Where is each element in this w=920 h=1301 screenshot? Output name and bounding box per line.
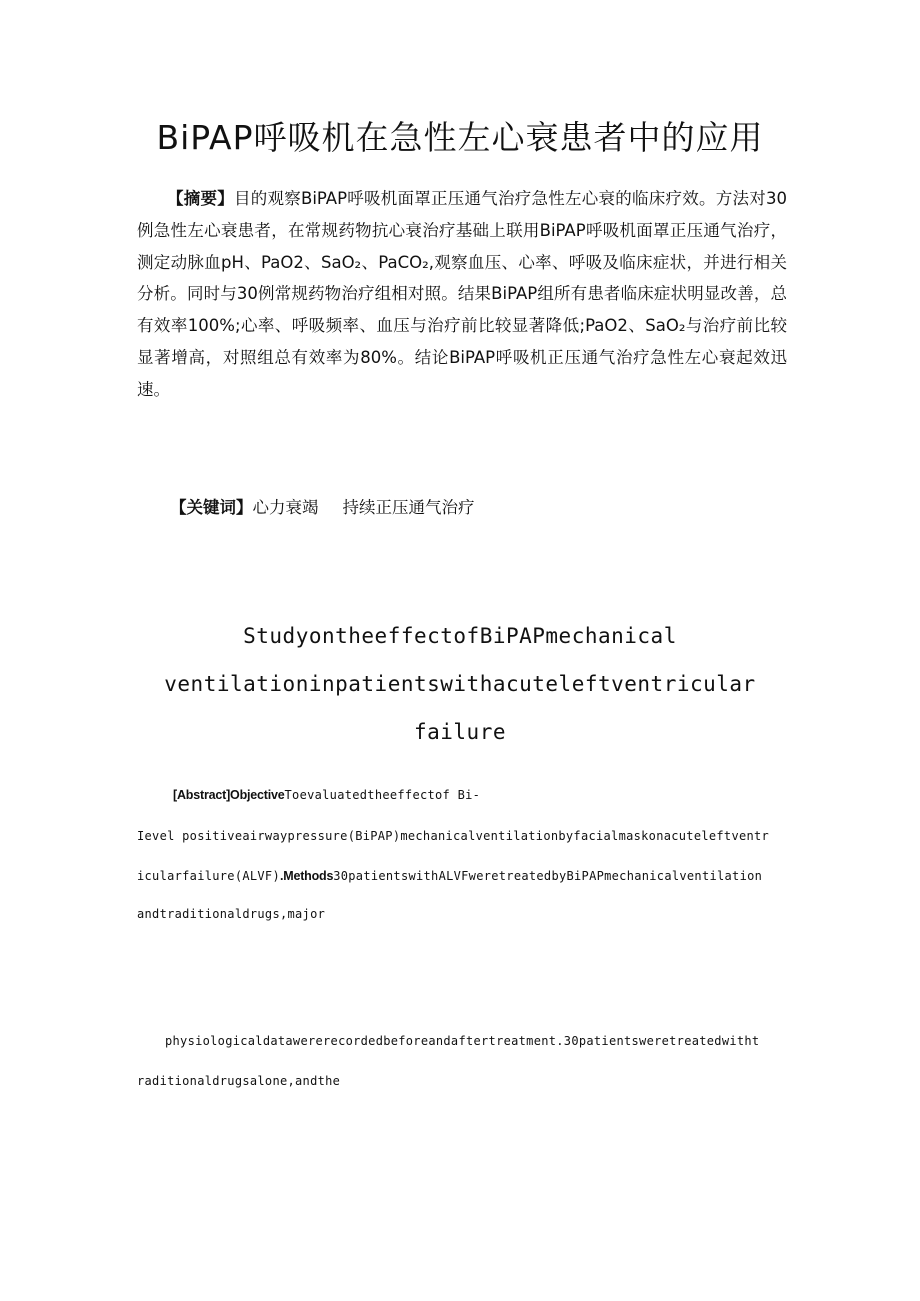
english-abstract-line-3 (137, 869, 762, 883)
english-abstract-line-2: Ievel positiveairwaypressure(BiPAP)mechanicalventilationbyfacialmaskonacuteleftventr (137, 829, 770, 843)
english-title-line-1: StudyontheeffectofBiPAPmechanical (243, 624, 677, 648)
english-abstract-line-1 (173, 788, 480, 802)
document-title: BiPAP呼吸机在急性左心衰患者中的应用 (156, 118, 764, 157)
english-abstract-line-4: andtraditionaldrugs,major (137, 907, 326, 921)
english-abstract-text-1: Toevaluatedtheeffectof Bi- (284, 788, 481, 802)
english-abstract-line-6: raditionaldrugsalone,andthe (137, 1074, 341, 1088)
chinese-abstract (137, 183, 787, 406)
english-title-line-2: ventilationinpatientswithacuteleftventricular (164, 672, 756, 696)
english-title (0, 612, 920, 756)
keywords-tag: 【关键词】 (170, 498, 253, 517)
abstract-text: 目的观察BiPAP呼吸机面罩正压通气治疗急性左心衰的临床疗效。方法对30例急性左心衰患者，在常规药物抗心衰治疗基础上联用BiPAP呼吸机面罩正压通气治疗，测定动脉血pH、PaO2、SaO₂、PaCO₂,观察血压、心率、呼吸及临床症状，并进行相关分析。同时与30例常规药物治疗组相对照。结果BiPAP组所有患者临床症状明显改善，总有效率100%;心率、呼吸频率、血压与治疗前比较显著降低;PaO2、SaO₂与治疗前比较显著增高，对照组总有效率为80%。结论BiPAP呼吸机正压通气治疗急性左心衰起效迅速。 (137, 189, 788, 399)
keyword-2: 持续正压通气治疗 (342, 498, 475, 517)
english-abstract-text-3b: 30patientswithALVFweretreatedbyBiPAPmechanicalventilation (333, 869, 763, 883)
abstract-tag: 【摘要】 (167, 189, 234, 208)
english-abstract-line-5: physiologicaldatawererecordedbeforeandaftertreatment.30patientsweretreatedwitht (165, 1034, 760, 1048)
objective-label: Objective (230, 788, 285, 802)
methods-label: .Methods (279, 869, 334, 883)
keyword-1: 心力衰竭 (252, 498, 319, 517)
chinese-keywords (170, 494, 475, 518)
english-title-line-3: failure (413, 720, 506, 744)
english-abstract-tag: [Abstract] (173, 788, 231, 802)
english-abstract-text-3: icularfailure(ALVF) (137, 869, 280, 883)
